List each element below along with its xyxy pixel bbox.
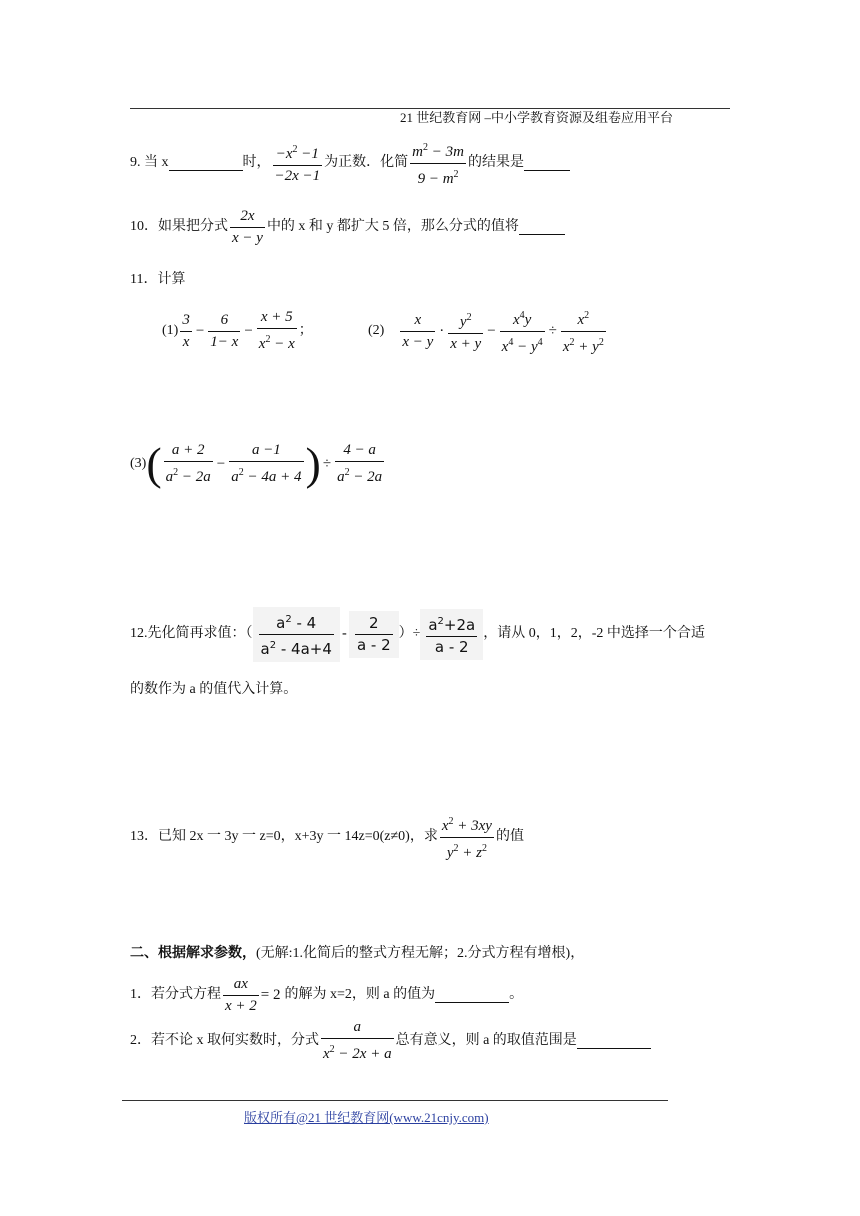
q12-text-3: ，请从 0，1，2，-2 中选择一个合适 — [483, 626, 705, 641]
q11-s2-f3-den-exp2: 4 — [537, 336, 543, 348]
q12-f3-den: a - 2 — [434, 637, 469, 656]
q11-s1-f3-den-b: − x — [270, 336, 295, 352]
divide-sign: ÷ — [548, 323, 557, 339]
s2q2-f-den-b: − 2x + a — [334, 1046, 392, 1062]
q11-s2-f1-den: x − y — [402, 333, 434, 350]
q11-s2-fraction-4 — [561, 305, 606, 358]
q10-f-num: 2x — [230, 206, 265, 228]
q12-fraction-2 — [355, 613, 393, 656]
minus-sign: − — [195, 323, 205, 339]
q11-s1-f3-den-exp: 2 — [265, 334, 271, 345]
q12-text-2: ）÷ — [398, 626, 421, 641]
q11-s3-f1-num: a + 2 — [164, 440, 213, 462]
s2q2-f-num: a — [321, 1017, 394, 1039]
q11-s2-f3-num-exp: 4 — [519, 309, 525, 321]
question-9 — [130, 136, 570, 190]
q11-sub-1 — [162, 304, 313, 358]
q12-f2-den: a - 2 — [356, 635, 391, 654]
q11-s2-f2-num-exp: 2 — [466, 312, 472, 323]
q10-f-den: x − y — [232, 229, 263, 246]
q9-f2-num-a: m — [412, 143, 423, 160]
question-13 — [130, 810, 524, 864]
q13-f-den-exp2: 2 — [481, 842, 487, 854]
q11-s3-f3-den-b: − 2a — [349, 469, 383, 485]
q13-text-2: 的值 — [495, 829, 524, 844]
q12-f1-den-a: a — [260, 639, 270, 658]
s2q1-f-num: ax — [223, 974, 259, 996]
q13-f-num-b: + 3xy — [453, 817, 492, 834]
question-10 — [130, 200, 565, 254]
q9-text-1: 9. 当 x — [130, 155, 169, 170]
q11-s2-f1-num: x — [400, 310, 435, 332]
q10-text-1: 10．如果把分式 — [130, 219, 228, 234]
q13-f-den-a: y — [446, 844, 454, 861]
q11-s3-fraction-3 — [335, 440, 384, 488]
q12-f1-den-exp: 2 — [269, 639, 277, 651]
footer-rule — [122, 1100, 668, 1101]
q11-s3-f2-den-a: a — [231, 469, 239, 485]
q11-s3-f2-num: a −1 — [229, 440, 303, 462]
section-2-heading — [130, 944, 584, 964]
q11-s1-end: ； — [298, 323, 313, 338]
q13-text-1: 13．已知 2x 一 3y 一 z=0，x+3y 一 14z=0(z≠0)，求 — [130, 829, 438, 844]
q11-s2-f4-den-exp2: 2 — [598, 336, 604, 348]
q11-s1-f3-den-a: x — [258, 336, 266, 352]
s2q1-text-3: 。 — [509, 987, 524, 1002]
q11-s3-f1-den-a: a — [165, 469, 174, 485]
q12-f1-num-b: - 4 — [291, 613, 317, 632]
dot-sign: · — [439, 323, 445, 339]
q11-s3-fraction-2 — [229, 440, 303, 488]
section-2-note: (无解:1.化简后的整式方程无解；2.分式方程有增根)， — [256, 946, 585, 961]
q12-f3-num-exp: 2 — [437, 615, 444, 627]
q12-line-2: 的数作为 a 的值代入计算。 — [130, 682, 298, 697]
q11-s2-label: (2) — [368, 323, 385, 338]
q11-s3-f3-den-exp: 2 — [344, 467, 350, 478]
q9-text-4: 的结果是 — [467, 155, 524, 170]
q11-s1-fraction-3 — [257, 307, 297, 355]
q11-s2-f4-den-b: + y — [574, 338, 599, 355]
footer-copyright-text[interactable]: 版权所有@21 世纪教育网(www.21cnjy.com) — [244, 1110, 489, 1125]
q13-f-num-exp: 2 — [448, 815, 454, 827]
q11-s2-f3-num-b: y — [524, 311, 532, 328]
q12-text-1: 12.先化简再求值：（ — [130, 626, 253, 641]
q11-s2-f4-den-a: x — [562, 338, 570, 355]
q11-s1-f1-num: 3 — [180, 310, 192, 332]
q13-fraction — [440, 811, 494, 864]
section-2-title: 二、根据解求参数， — [130, 946, 256, 961]
left-paren: ( — [146, 438, 162, 489]
q11-s2-f2-den: x + y — [450, 336, 482, 352]
header-site-text: 21 世纪教育网 –中小学教育资源及组卷应用平台 — [400, 110, 674, 125]
q12-image-fraction-group — [253, 607, 340, 662]
q13-f-den-b: + z — [458, 844, 482, 861]
right-paren: ) — [305, 438, 321, 489]
section-2-question-1 — [130, 972, 523, 1018]
q13-f-den-exp1: 2 — [453, 842, 459, 854]
minus-sign: − — [244, 323, 253, 339]
q9-text-3: 为正数．化简 — [324, 155, 409, 170]
s2q2-text-1: 2．若不论 x 取何实数时，分式 — [130, 1033, 319, 1048]
q12-f1-den-b: - 4a+4 — [276, 639, 332, 658]
q9-f2-num-exp: 2 — [423, 141, 428, 153]
q11-title: 11．计算 — [130, 272, 186, 287]
q9-f1-den: −2x −1 — [274, 168, 321, 184]
q10-text-2: 中的 x 和 y 都扩大 5 倍，那么分式的值将 — [266, 219, 519, 234]
s2q2-text-2: 总有意义，则 a 的取值范围是 — [395, 1033, 577, 1048]
q11-s2-f3-den-b: − y — [513, 338, 538, 355]
question-12 — [130, 604, 705, 664]
q11-s2-f4-num-exp: 2 — [584, 309, 590, 321]
q9-f1-num: −x — [275, 146, 293, 162]
q12-image-fraction-2 — [349, 611, 399, 658]
q12-fraction-1 — [259, 609, 334, 660]
q12-fraction-3 — [426, 611, 477, 658]
q12-minus: - — [341, 626, 347, 642]
q11-s2-f3-num-a: x — [512, 311, 520, 328]
q12-image-fraction-3 — [420, 609, 483, 660]
q9-f1-num-exp: 2 — [292, 144, 298, 155]
q12-f1-num-a: a — [276, 613, 286, 632]
footer-copyright-link[interactable] — [244, 1108, 489, 1129]
q11-s3-f1-den-exp: 2 — [173, 467, 179, 478]
q11-s1-f1-den: x — [182, 333, 190, 350]
q9-blank-1 — [169, 156, 243, 171]
q11-sub-2 — [368, 304, 608, 358]
q12-f3-num-b: +2a — [443, 615, 476, 634]
q11-s3-fraction-1 — [164, 440, 213, 488]
q9-f2-den-a: 9 − m — [417, 170, 454, 187]
s2q2-fraction — [321, 1017, 394, 1065]
q11-s2-f2-num-a: y — [459, 314, 467, 330]
q11-s1-fraction-2 — [208, 310, 240, 353]
s2q1-fraction — [223, 974, 259, 1017]
q11-s2-fraction-2 — [448, 307, 483, 355]
q11-s1-f2-num: 6 — [208, 310, 240, 332]
q12-f1-num-exp: 2 — [285, 613, 292, 625]
q13-f-num-a: x — [441, 817, 449, 834]
q9-f2-num-b: − 3m — [428, 143, 464, 160]
q11-s1-label: (1) — [162, 323, 179, 338]
q11-s1-fraction-1 — [180, 310, 192, 353]
s2q1-text-2: 的解为 x=2，则 a 的值为 — [284, 987, 436, 1002]
s2q1-equals: = 2 — [260, 987, 281, 1003]
minus-sign: − — [487, 323, 496, 339]
minus-sign: − — [216, 456, 226, 472]
q11-s2-f3-den-a: x — [501, 338, 509, 355]
s2q2-f-den-a: x — [323, 1046, 330, 1062]
q11-s3-label: (3) — [130, 456, 147, 471]
q10-blank — [519, 220, 565, 235]
q9-fraction-1 — [273, 139, 323, 187]
q11-s3-f3-den-a: a — [337, 469, 345, 485]
s2q2-f-den-exp: 2 — [329, 1044, 335, 1055]
q11-sub-3 — [130, 436, 386, 492]
q11-s1-f3-num: x + 5 — [257, 307, 297, 329]
s2q2-blank — [577, 1034, 651, 1049]
q11-s2-f3-den-exp1: 4 — [508, 336, 514, 348]
q9-text-2: 时， — [242, 155, 271, 170]
s2q1-blank — [435, 988, 509, 1003]
q12-f3-num-a: a — [428, 615, 438, 634]
q11-s3-f3-num: 4 − a — [335, 440, 384, 462]
section-2-question-2 — [130, 1018, 651, 1064]
q11-s2-fraction-1 — [400, 310, 435, 353]
divide-sign: ÷ — [322, 456, 332, 472]
q10-fraction — [230, 206, 265, 249]
q9-fraction-2 — [410, 137, 466, 190]
q11-s2-fraction-3 — [500, 305, 545, 358]
q9-f1-num-tail: −1 — [297, 146, 319, 162]
q11-s2-f4-num-a: x — [577, 311, 585, 328]
s2q1-text-1: 1．若分式方程 — [130, 987, 221, 1002]
q11-s3-f2-den-exp: 2 — [238, 467, 244, 478]
q11-s2-f4-den-exp1: 2 — [569, 336, 575, 348]
q11-s1-f2-den: 1− x — [210, 333, 239, 350]
q11-s3-f1-den-b: − 2a — [178, 469, 211, 485]
q9-f2-den-exp: 2 — [453, 168, 459, 180]
q11-s3-f2-den-b: − 4a + 4 — [243, 469, 302, 485]
s2q1-f-den: x + 2 — [225, 997, 257, 1014]
q9-blank-2 — [524, 156, 570, 171]
q12-f2-num: 2 — [355, 613, 393, 635]
